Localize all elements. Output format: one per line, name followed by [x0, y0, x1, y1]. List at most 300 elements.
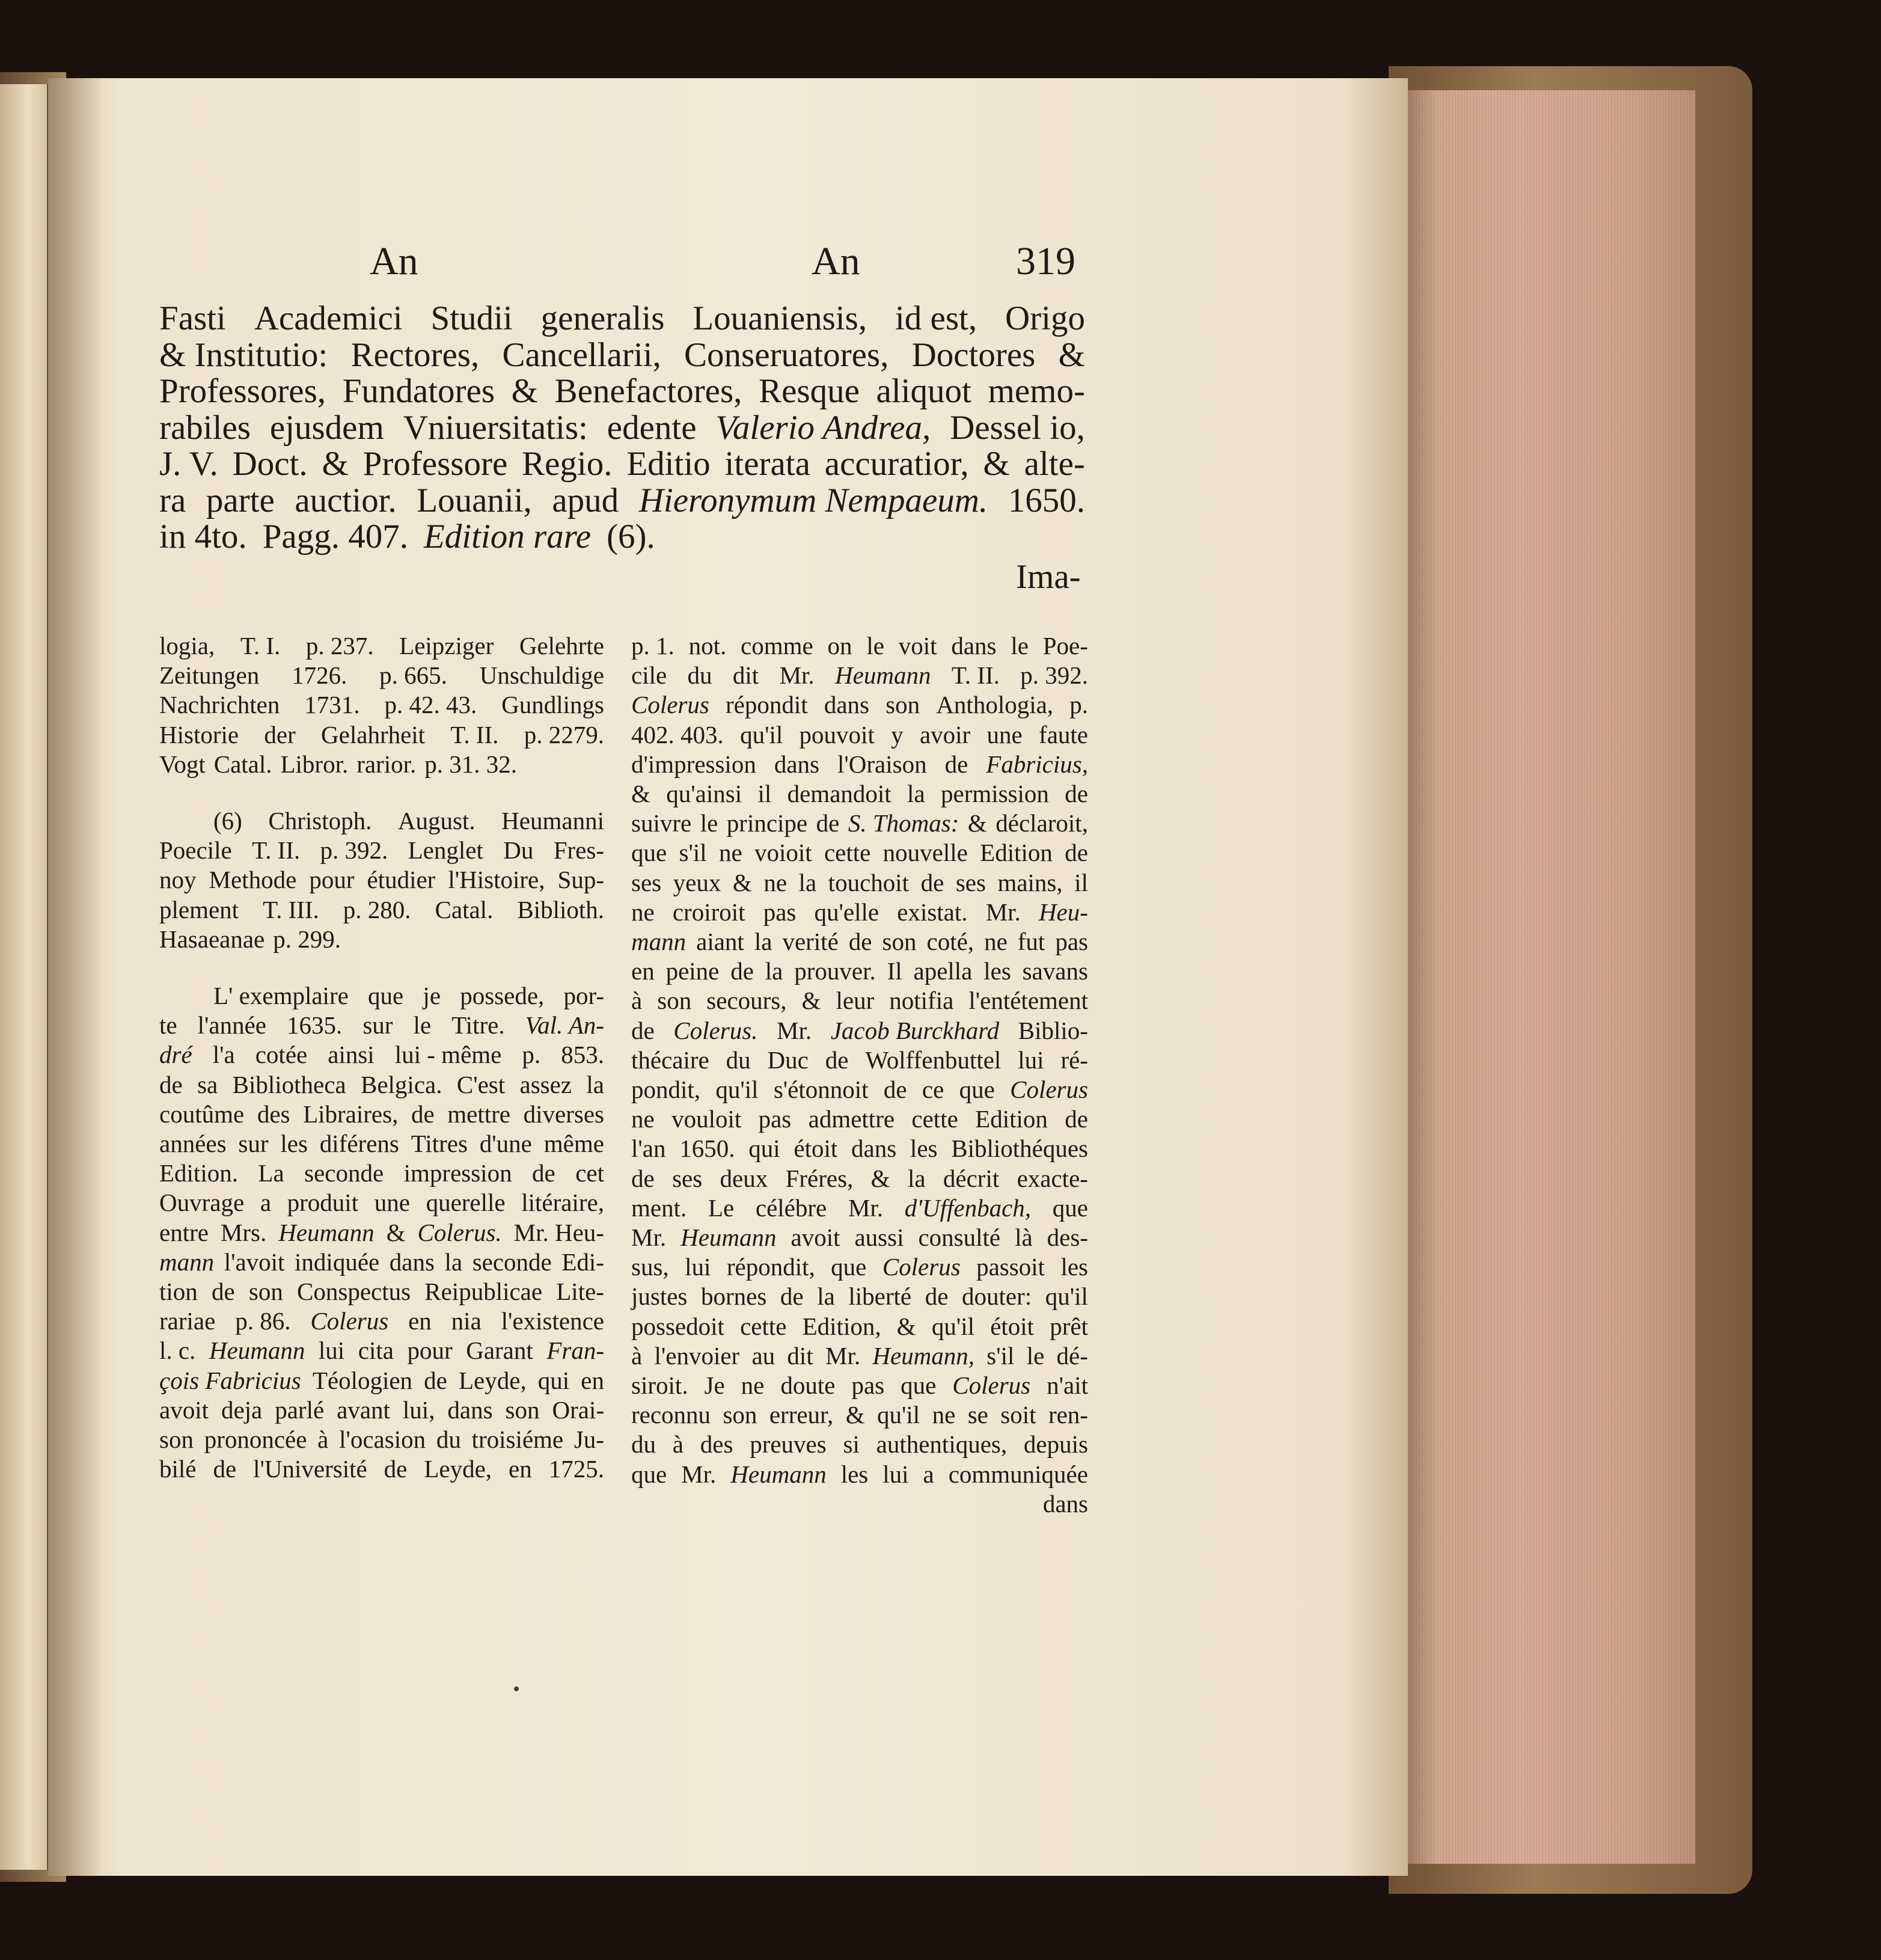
footnote-column-left — [159, 631, 604, 1484]
word: Louaniensis, — [693, 299, 867, 337]
text-line — [631, 1252, 1088, 1282]
word: Orai- — [552, 1395, 604, 1424]
word: en — [581, 1366, 604, 1394]
word: & Institutio: — [159, 335, 328, 374]
word: avoit — [791, 1223, 840, 1252]
word: ne — [718, 839, 742, 867]
word: que — [368, 982, 404, 1010]
word: de — [1065, 780, 1088, 808]
word: authentiques, — [876, 1430, 1008, 1459]
word: l'année — [197, 1011, 266, 1040]
word: que — [631, 839, 667, 867]
word: ra — [159, 481, 186, 519]
text-line — [159, 750, 604, 779]
word: ce — [922, 1076, 944, 1104]
word: de — [848, 928, 872, 956]
word: Gundlings — [501, 691, 604, 719]
word: p. 42. 43. — [384, 691, 477, 719]
word: son — [505, 1395, 540, 1424]
word: ré- — [1060, 1046, 1088, 1074]
word: lui — [1018, 1046, 1044, 1074]
word: cette — [740, 1312, 787, 1340]
word: de — [883, 1076, 907, 1104]
text-line — [159, 690, 604, 720]
word: en — [631, 957, 655, 985]
word: rarior. — [356, 750, 417, 778]
word: une — [986, 720, 1023, 749]
word: yeux — [673, 868, 721, 896]
word: alte- — [1024, 445, 1085, 483]
word: indiquée — [295, 1248, 380, 1276]
word: seconde — [472, 1248, 552, 1276]
word: Ju- — [573, 1426, 604, 1454]
word: T. II. — [951, 661, 1000, 690]
text-line — [631, 957, 1088, 986]
word: Lenglet — [408, 836, 483, 865]
word: Nachrichten — [159, 691, 280, 719]
word: Belgica. — [361, 1070, 442, 1098]
word: p. 299. — [273, 925, 341, 953]
word: depuis — [1023, 1430, 1088, 1459]
word: Mr. — [631, 1223, 667, 1252]
word: Mr. — [848, 1193, 884, 1222]
word: 1650. — [1008, 481, 1085, 519]
word: Jacob Burckhard — [830, 1016, 1000, 1044]
word: l'a — [212, 1041, 235, 1069]
word: Mr. — [777, 1016, 812, 1044]
word: Heumann — [278, 1218, 375, 1246]
word: Mrs. — [220, 1218, 267, 1246]
text-line — [631, 1134, 1088, 1163]
word: là — [1015, 1223, 1033, 1252]
word: de — [780, 1282, 804, 1311]
word: Fabricius, — [986, 750, 1088, 778]
word: 1650. — [679, 1135, 735, 1163]
word: Pagg. 407. — [262, 518, 408, 556]
word: Benefactores, — [554, 372, 742, 410]
word: son — [657, 987, 692, 1015]
running-head-left: An — [370, 239, 418, 283]
word: accuratior, — [824, 445, 969, 483]
word: p. — [1069, 691, 1088, 719]
word: Origo — [1005, 299, 1085, 337]
word: de — [532, 1159, 555, 1187]
word: Conspectus — [297, 1278, 411, 1306]
word: entre — [159, 1218, 209, 1246]
word: querelle — [426, 1189, 506, 1217]
word: la — [907, 1164, 926, 1192]
word: noy — [159, 866, 197, 894]
text-line — [159, 1248, 604, 1277]
word: si — [843, 1430, 860, 1459]
word: mann — [159, 1248, 215, 1276]
word: Téologien — [312, 1366, 413, 1394]
word: T. II. — [450, 720, 499, 749]
page-number: 319 — [1016, 239, 1075, 283]
word: nouvelle — [882, 839, 968, 867]
word: ses — [631, 868, 662, 896]
word: exacte- — [1017, 1164, 1088, 1192]
word: reconnu — [631, 1401, 711, 1429]
word: litéraire, — [521, 1189, 604, 1217]
word: & — [983, 445, 1010, 483]
word: & — [511, 372, 539, 410]
word: & — [801, 987, 821, 1015]
word: dans — [824, 691, 869, 719]
word: qu'il — [1045, 1282, 1088, 1311]
word: T. III. — [263, 895, 319, 923]
word: de — [825, 1046, 849, 1074]
word: son — [882, 928, 917, 956]
word: dans — [389, 1248, 435, 1276]
word: de — [925, 1282, 949, 1311]
word: possedoit — [631, 1312, 724, 1340]
word: pas — [758, 1105, 792, 1133]
word: Lite- — [556, 1278, 604, 1306]
entry-line — [159, 519, 1085, 556]
word: deja — [221, 1395, 263, 1424]
text-line — [159, 1040, 604, 1070]
word: Gelehrte — [519, 632, 604, 660]
word: Heumanni — [501, 807, 604, 835]
word: Bibliotheca — [232, 1070, 346, 1098]
word: liberté — [848, 1282, 912, 1311]
text-line — [631, 927, 1088, 957]
word: Leyde, — [424, 1455, 492, 1483]
word: seconde — [304, 1159, 384, 1187]
word: Wolffenbuttel — [865, 1046, 1002, 1074]
word: demandoit — [787, 780, 892, 808]
text-line — [631, 1193, 1088, 1223]
text-line — [159, 925, 604, 954]
word: les — [983, 957, 1011, 985]
word: du — [436, 1426, 461, 1454]
word: secours, — [706, 987, 787, 1015]
word: Professore — [362, 445, 508, 483]
word: p. 1. — [631, 632, 674, 660]
word: de — [159, 1070, 183, 1098]
word: soit — [1000, 1401, 1036, 1429]
word: la — [907, 780, 925, 808]
word: pas — [851, 1371, 885, 1400]
word: Historie — [159, 720, 239, 749]
word: l'ocasion — [339, 1426, 426, 1454]
word: S. Thomas: — [848, 809, 959, 838]
word: douter: — [962, 1282, 1032, 1311]
word: Methode — [209, 866, 297, 894]
word: Du — [503, 836, 534, 865]
text-line — [631, 898, 1088, 927]
word: son — [723, 1401, 757, 1429]
word: bornes — [701, 1282, 767, 1311]
word: croiroit — [672, 898, 745, 926]
word: dit — [787, 1341, 813, 1370]
word: déclaroit, — [996, 809, 1088, 838]
text-line — [159, 661, 604, 690]
word: la — [754, 928, 772, 956]
word: impression — [403, 1159, 512, 1187]
word: thécaire — [631, 1046, 709, 1074]
word: Anthologia, — [936, 691, 1054, 719]
word: principe — [726, 809, 808, 838]
word: Editio — [626, 445, 711, 483]
word: aliquot — [876, 372, 971, 410]
word: dans — [774, 750, 819, 778]
word: Leipziger — [399, 632, 494, 660]
word: des — [257, 1100, 290, 1128]
word: du — [687, 661, 712, 690]
word: qu'elle — [814, 898, 879, 926]
word: Reipublicae — [424, 1278, 543, 1306]
word: Ouvrage — [159, 1189, 245, 1217]
word: les — [280, 1130, 308, 1158]
word: qui — [537, 1366, 570, 1394]
page-fore-edge — [1407, 90, 1695, 1864]
word: faute — [1039, 720, 1088, 749]
word: du — [631, 1430, 656, 1459]
word: qu'ainsi — [666, 780, 742, 808]
word: y — [891, 720, 904, 749]
word: son — [248, 1278, 283, 1306]
text-line — [631, 1460, 1088, 1489]
word: Colerus — [952, 1371, 1031, 1400]
text-line — [631, 1489, 1088, 1519]
word: Heumann — [835, 661, 931, 690]
word: & — [896, 1312, 916, 1340]
word: que — [901, 1371, 937, 1400]
word: cette — [911, 1105, 958, 1133]
word: plement — [159, 895, 239, 923]
word: memo- — [988, 372, 1085, 410]
word: lui — [685, 1253, 711, 1281]
word: pouvoit — [799, 720, 875, 749]
word: (6). — [607, 518, 655, 556]
word: Edition rare — [423, 518, 592, 556]
word: sur — [238, 1130, 269, 1158]
word: nia — [451, 1307, 482, 1335]
word: bilé — [159, 1455, 197, 1483]
text-line — [159, 720, 604, 750]
word: leur — [836, 987, 875, 1015]
word: Heumann — [209, 1337, 305, 1365]
word: La — [258, 1159, 284, 1187]
word: pas — [763, 898, 797, 926]
word: d'Uffenbach, — [904, 1193, 1032, 1222]
word: Louanii, — [417, 481, 532, 519]
word: qu'il — [931, 1312, 975, 1340]
entry-line — [159, 483, 1085, 519]
word: cette — [824, 839, 871, 867]
word: generalis — [540, 299, 665, 337]
word: voit — [898, 632, 937, 660]
word: lui — [318, 1337, 345, 1365]
text-line — [631, 809, 1088, 838]
text-line — [631, 750, 1088, 779]
word: ren- — [1048, 1401, 1088, 1429]
word: suivre — [631, 809, 692, 838]
word: Cancellarii, — [502, 335, 661, 374]
word: rabiles — [159, 408, 251, 447]
word: Heu- — [1038, 898, 1088, 926]
word: s'il — [986, 1341, 1015, 1370]
word: à — [317, 1426, 329, 1454]
word: Mr. — [779, 661, 815, 690]
word: années — [159, 1130, 227, 1158]
word: p. 280. — [343, 895, 411, 923]
word: & — [845, 1401, 865, 1429]
word: ses — [955, 868, 986, 896]
word: te — [159, 1011, 177, 1040]
word: id est, — [895, 299, 977, 337]
entry-line — [159, 446, 1085, 483]
word: Libraires, — [303, 1100, 399, 1128]
word: de — [730, 957, 754, 985]
word: que — [1052, 1193, 1088, 1222]
word: admettre — [808, 1105, 895, 1133]
word: possede, — [460, 982, 545, 1010]
word: Colerus — [310, 1307, 389, 1335]
word: au — [751, 1341, 775, 1370]
word: Edition. — [159, 1159, 238, 1187]
text-line — [159, 1425, 604, 1454]
word: d'impression — [631, 750, 756, 778]
word: Vniuersitatis: — [403, 408, 588, 447]
word: Unschuldige — [479, 661, 604, 690]
word: Colerus — [1010, 1076, 1088, 1104]
word: Sup- — [557, 866, 604, 894]
word: que — [831, 1253, 867, 1281]
word: comme — [741, 632, 813, 660]
word: diférens — [319, 1130, 399, 1158]
catch-word: Ima- — [1016, 558, 1081, 596]
word: mettre — [447, 1100, 511, 1128]
text-line — [631, 1016, 1088, 1046]
word: que — [959, 1076, 995, 1104]
entry-line — [159, 410, 1085, 447]
word: la — [765, 957, 783, 985]
word: justes — [631, 1282, 688, 1311]
word: de — [384, 1455, 408, 1483]
word: n'ait — [1047, 1371, 1088, 1400]
word: du — [726, 1046, 751, 1074]
word: sur — [362, 1011, 393, 1040]
word: Edition, — [802, 1312, 881, 1340]
word: ses — [672, 1164, 703, 1192]
word: l'entétement — [968, 987, 1088, 1015]
word: permission — [941, 780, 1049, 808]
word: & — [870, 1164, 890, 1192]
word: Garant — [466, 1337, 533, 1365]
word: Edition — [980, 839, 1053, 867]
word: peine — [665, 957, 720, 985]
word: l'Université — [253, 1455, 367, 1483]
word: les — [840, 1460, 869, 1488]
word: & — [386, 1218, 406, 1246]
word: avant — [337, 1395, 390, 1424]
word: p. 392. — [1020, 661, 1088, 690]
word: des- — [1047, 1223, 1088, 1252]
word: a — [923, 1460, 934, 1488]
word: dit — [732, 661, 759, 690]
word: Academici — [254, 299, 403, 337]
word: auctior. — [295, 481, 397, 519]
word: a — [260, 1189, 272, 1217]
word: Valerio Andrea, — [715, 408, 931, 447]
word: p. 86. — [235, 1307, 291, 1335]
word: se — [967, 1401, 988, 1429]
word: cotée — [255, 1041, 308, 1069]
word: sus, — [631, 1253, 669, 1281]
word: parte — [206, 481, 275, 519]
text-line — [159, 1070, 604, 1100]
word: la — [817, 1282, 835, 1311]
word: parlé — [275, 1395, 325, 1424]
word: ne — [932, 1401, 956, 1429]
word: prononcée — [204, 1426, 307, 1454]
text-line — [159, 1395, 604, 1425]
word: 1725. — [548, 1455, 604, 1483]
word: T. I. — [240, 632, 281, 660]
word: qu'il — [740, 720, 783, 749]
word: doute — [780, 1371, 836, 1400]
word: de — [424, 1366, 447, 1394]
word: 1731. — [304, 691, 360, 719]
word: Mr. — [681, 1460, 717, 1488]
word: coutûme — [159, 1100, 245, 1128]
word: sa — [197, 1070, 218, 1098]
word: dans — [951, 632, 997, 660]
word: s'étonnoit — [773, 1076, 869, 1104]
word: touchoit — [828, 868, 910, 896]
text-line — [159, 1277, 604, 1306]
word: ne — [631, 898, 655, 926]
word: Studii — [430, 299, 513, 337]
word: p. 31. 32. — [424, 750, 518, 778]
word: décrit — [943, 1164, 1000, 1192]
word: p. 392. — [320, 836, 388, 865]
word: Titre. — [451, 1011, 505, 1040]
word: il — [757, 780, 772, 808]
word: Heumann, — [872, 1341, 975, 1370]
word: Titres — [411, 1130, 468, 1158]
text-line — [159, 895, 604, 925]
word: lui - même — [394, 1041, 502, 1069]
word: voioit — [754, 839, 812, 867]
word: même — [543, 1130, 604, 1158]
word: à — [631, 1341, 643, 1370]
word: pondit, — [631, 1076, 701, 1104]
word: & — [1058, 335, 1085, 374]
text-line — [159, 1336, 604, 1365]
word: avoir — [919, 720, 971, 749]
word: de — [631, 1164, 655, 1192]
word: vouloit — [671, 1105, 742, 1133]
word: Catal. — [213, 750, 272, 778]
word: aiant — [696, 928, 744, 956]
word: de — [411, 1100, 435, 1128]
word: le — [413, 1011, 432, 1040]
word: p. 2279. — [524, 720, 604, 749]
text-line — [159, 1100, 604, 1129]
word: la — [444, 1248, 463, 1276]
word: l'Histoire, — [448, 866, 545, 894]
text-line — [159, 1366, 604, 1395]
word: ne — [631, 1105, 655, 1133]
word: logia, — [159, 632, 215, 660]
word: étoit — [990, 1312, 1035, 1340]
word: Fréres, — [785, 1164, 854, 1192]
word: répondit, — [726, 1253, 815, 1281]
